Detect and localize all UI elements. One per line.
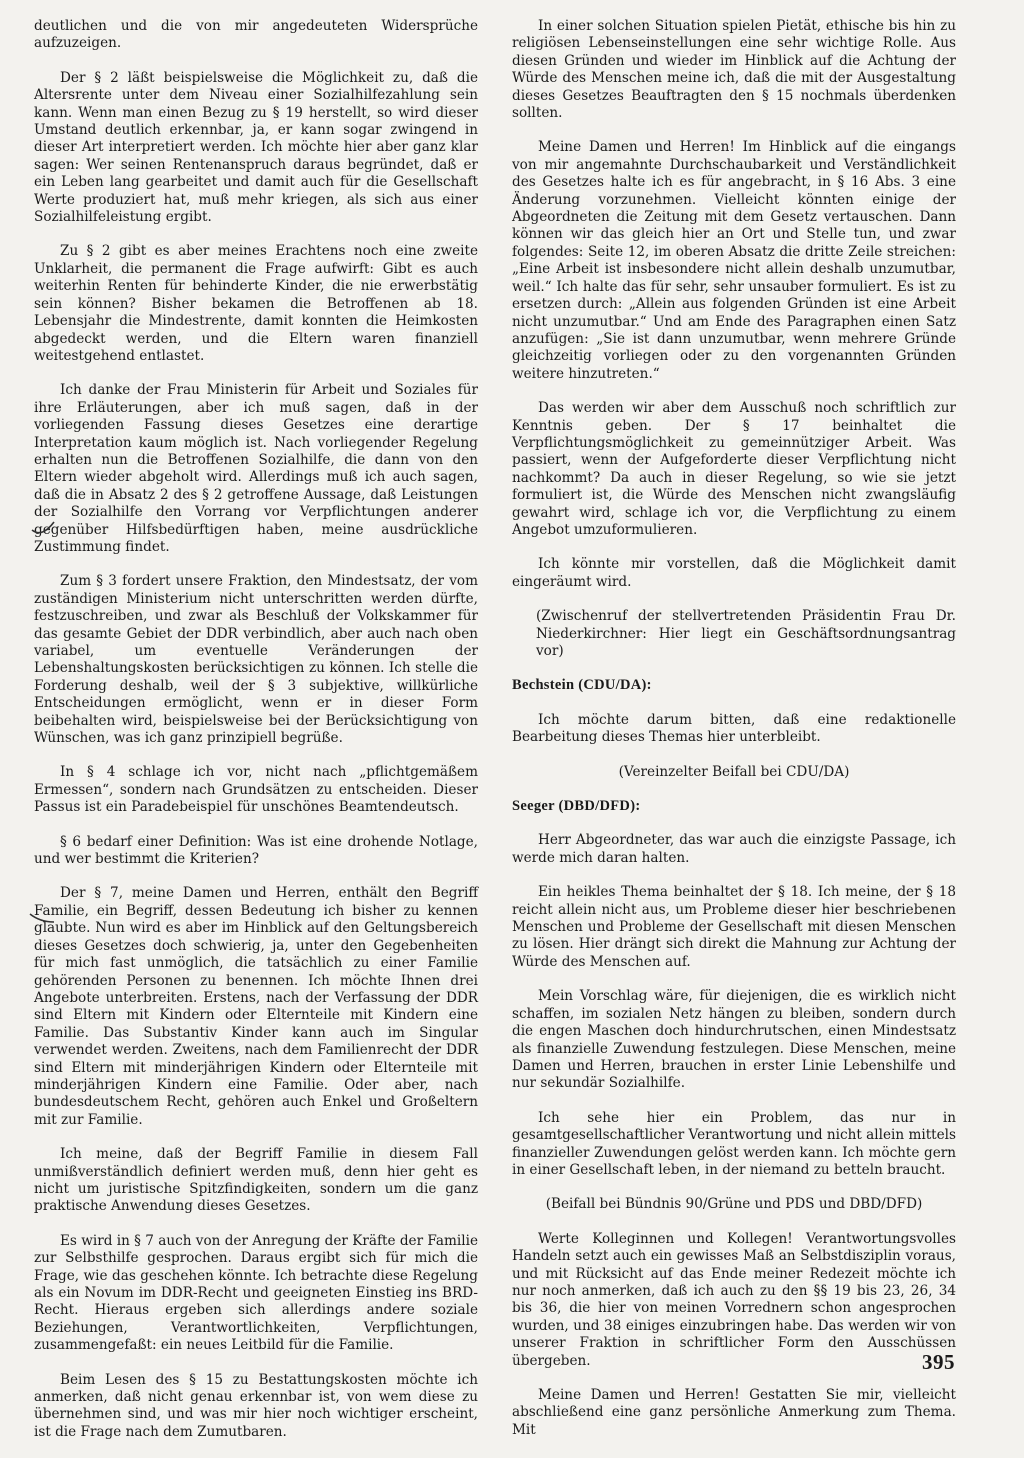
paragraph: Werte Kolleginnen und Kollegen! Verantwortungsvolles Handeln setzt auch ein gewisses Maß an Selbstdisziplin voraus, und mit Rücksicht auf das Ende meiner Redezeit möchte ich nur noch anmerken, daß ich auch zu den §§ 19 bis 23, 26, 34 bis 36, die hier von meinen Vorrednern schon angesprochen wurden, und 38 einiges einzubringen habe. Das werden wir von unserer Fraktion in schriftlicher Form den Ausschüssen übergeben. <box>512 1230 956 1369</box>
paragraph: Meine Damen und Herren! Im Hinblick auf die eingangs von mir angemahnte Durchschaubarkeit und Verständlichkeit des Gesetzes halte ich es für angebracht, in § 16 Abs. 3 eine Änderung vorzunehmen. Vielleicht könnten einige der Abgeordneten die Zeitung mit dem Gesetz vertauschen. Dann können wir das gleich hier an Ort und Stelle tun, und zwar folgendes: Seite 12, im oberen Absatz die dritte Zeile streichen: „Eine Arbeit ist insbesondere nicht allein deshalb unzumutbar, weil.“ Ich halte das für sehr, sehr unsauber formuliert. Es ist zu ersetzen durch: „Allein aus folgenden Gründen ist eine Arbeit nicht unzumutbar.“ Und am Ende des Paragraphen einen Satz anzufügen: „Sie ist dann unzumutbar, wenn mehrere Gründe gleichzeitig vorliegen oder zu den vorgenannten Gründen weitere hinzutreten.“ <box>512 139 956 382</box>
paragraph: Der § 7, meine Damen und Herren, enthält den Begriff Familie, ein Begriff, dessen Bedeutung ich bisher zu kennen glaubte. Nun wird es aber im Hinblick auf den Geltungsbereich dieses Gesetzes doch schwierig, ja, unter den Gegebenheiten für mich fast unmöglich, die tatsächlich zu einer Familie gehörenden Personen zu benennen. Ich möchte Ihnen drei Angebote unterbreiten. Erstens, nach der Verfassung der DDR sind Eltern mit Kindern oder Elternteile mit Kindern eine Familie. Das Substantiv Kinder kann auch im Singular verwendet werden. Zweitens, nach dem Familienrecht der DDR sind Eltern mit minderjährigen Kindern oder Elternteile mit minderjährigen Kindern eine Familie. Oder aber, nach bundesdeutschem Recht, gehören auch Enkel und Großeltern mit zur Familie. <box>34 885 478 1128</box>
paragraph: Ich meine, daß der Begriff Familie in diesem Fall unmißverständlich definiert werden muß, denn hier geht es nicht um juristische Spitzfindigkeiten, sondern um die ganz praktische Anwendung dieses Gesetzes. <box>34 1146 478 1215</box>
applause-note: (Vereinzelter Beifall bei CDU/DA) <box>618 763 850 780</box>
paragraph: Meine Damen und Herren! Gestatten Sie mir, vielleicht abschließend eine ganz persönliche Anmerkung zum Thema. Mit <box>512 1387 956 1438</box>
paragraph: Ich sehe hier ein Problem, das nur in gesamtgesellschaftlicher Verantwortung und nicht allein mittels finanzieller Zuwendungen gelöst werden kann. Ich möchte gern in einer Gesellschaft leben, in der niemand zu betteln braucht. <box>512 1109 956 1178</box>
paragraph: Ich danke der Frau Ministerin für Arbeit und Soziales für ihre Erläuterungen, aber ich muß sagen, daß in der vorliegenden Fassung dieses Gesetzes eine derartige Interpretation kaum möglich ist. Nach vorliegender Regelung erhalten nun die Betroffenen Sozialhilfe, die dann von den Eltern wieder abgeholt wird. Allerdings muß ich auch sagen, daß die in Absatz 2 des § 2 getroffene Aussage, daß Leistungen der Sozialhilfe den Vorrang vor Verpflichtungen anderer gegenüber Hilfsbedürftigen haben, meine ausdrückliche Zustimmung findet. <box>34 382 478 555</box>
paragraph: deutlichen und die von mir angedeuteten Widersprüche aufzuzeigen. <box>34 18 478 52</box>
paragraph: In § 4 schlage ich vor, nicht nach „pflichtgemäßem Ermessen“, sondern nach Grundsätzen zu entscheiden. Dieser Passus ist ein Paradebeispiel für unschönes Beamtendeutsch. <box>34 764 478 816</box>
paragraph: Ein heikles Thema beinhaltet der § 18. Ich meine, der § 18 reicht allein nicht aus, um Probleme dieser hier beschriebenen Menschen und Probleme der Gesellschaft mit diesen Menschen zu lösen. Hier drängt sich direkt die Mahnung zur Achtung der Würde des Menschen auf. <box>512 884 956 970</box>
paragraph: Der § 2 läßt beispielsweise die Möglichkeit zu, daß die Altersrente unter dem Niveau einer Sozialhilfezahlung sein kann. Wenn man einen Bezug zu § 19 herstellt, so wird dieser Umstand deutlich erkennbar, ja, er kann sogar zwingend in dieser Art interpretiert werden. Ich möchte hier aber ganz klar sagen: Wer seinen Rentenanspruch daraus begründet, daß er ein Leben lang gearbeitet und damit auch für die Gesellschaft Werte produziert hat, muß mehr kriegen, als sich aus einer Sozialhilfeleistung ergibt. <box>34 69 478 226</box>
paragraph: Ich möchte darum bitten, daß eine redaktionelle Bearbeitung dieses Themas hier unterbleibt. <box>512 711 956 746</box>
paragraph: Beim Lesen des § 15 zu Bestattungskosten möchte ich anmerken, daß nicht genau erkennbar ist, von wem diese zu übernehmen sind, und was mir hier noch wichtiger erscheint, ist die Frage nach dem Zumutbaren. <box>34 1371 478 1440</box>
right-column <box>512 18 956 1456</box>
paragraph: Zu § 2 gibt es aber meines Erachtens noch eine zweite Unklarheit, die permanent die Frage aufwirft: Gibt es auch weiterhin Renten für behinderte Kinder, die nie erwerbstätig sein können? Bisher bekamen die Betroffenen ab 18. Lebensjahr die Mindestrente, damit konnten die Heimkosten abgedeckt werden, und die Eltern waren finanziell weitestgehend entlastet. <box>34 243 478 364</box>
paragraph: In einer solchen Situation spielen Pietät, ethische bis hin zu religiösen Lebenseinstellungen eine sehr wichtige Rolle. Aus diesen Gründen und wieder im Hinblick auf die Achtung der Würde des Menschen meine ich, daß die mit der Ausgestaltung dieses Gesetzes Beauftragten den § 15 nochmals überdenken sollten. <box>512 18 956 122</box>
paragraph: Das werden wir aber dem Ausschuß noch schriftlich zur Kenntnis geben. Der § 17 beinhaltet die Verpflichtungsmöglichkeit zu gemeinnütziger Arbeit. Was passiert, wenn der Aufgeforderte dieser Verpflichtung nicht nachkommt? Da auch in dieser Regelung, so wie sie jetzt formuliert ist, die Würde des Menschen nicht zwangsläufig gewahrt wird, schlage ich vor, die Verpflichtung zu einem Angebot umzuformulieren. <box>512 400 956 538</box>
applause-note: (Beifall bei Bündnis 90/Grüne und PDS und DBD/DFD) <box>545 1196 923 1213</box>
paragraph: Zum § 3 fordert unsere Fraktion, den Mindestsatz, der vom zuständigen Ministerium nicht unterschritten werden dürfte, festzuschreiben, und zwar als Beschluß der Volkskammer für das gesamte Gebiet der DDR verbindlich, aber auch nach oben variabel, um eventuelle Veränderungen der Lebenshaltungskosten berücksichtigen zu können. Ich stelle die Forderung deshalb, weil der § 3 subjektive, willkürliche Entscheidungen ermöglicht, wenn er in dieser Form beibehalten wird, beispielsweise bei der Berücksichtigung von Wünschen, was ich ganz prinzipiell begrüße. <box>34 573 478 747</box>
page-number: 395 <box>922 1350 955 1374</box>
paragraph: Ich könnte mir vorstellen, daß die Möglichkeit damit eingeräumt wird. <box>512 556 956 590</box>
speaker-heading: Bechstein (CDU/DA): <box>512 677 652 694</box>
paragraph: Es wird in § 7 auch von der Anregung der Kräfte der Familie zur Selbsthilfe gesprochen. Daraus ergibt sich für mich die Frage, wie das geschehen könnte. Ich betrachte diese Regelung als ein Novum im DDR-Recht und geeigneten Einstieg ins BRD-Recht. Hieraus ergeben sich allerdings andere soziale Beziehungen, Verantwortlichkeiten, Verpflichtungen, zusammengefaßt: ein neues Leitbild für die Familie. <box>34 1232 478 1354</box>
paragraph: Herr Abgeordneter, das war auch die einzigste Passage, ich werde mich daran halten. <box>512 832 956 866</box>
left-column <box>34 18 478 1458</box>
speaker-heading: Seeger (DBD/DFD): <box>512 798 641 815</box>
paragraph: Mein Vorschlag wäre, für diejenigen, die es wirklich nicht schaffen, im sozialen Netz hängen zu bleiben, sondern durch die engen Maschen doch hindurchrutschen, einen Mindestsatz als finanzielle Zuwendung festzulegen. Diese Menschen, meine Damen und Herren, brauchen in erster Linie Lebenshilfe und nur sekundär Sozialhilfe. <box>512 988 956 1092</box>
paragraph: § 6 bedarf einer Definition: Was ist eine drohende Notlage, und wer bestimmt die Kriterien? <box>34 833 478 868</box>
interjection: (Zwischenruf der stellvertretenden Präsidentin Frau Dr. Niederkirchner: Hier liegt ein Geschäftsordnungsantrag vor) <box>536 608 956 659</box>
